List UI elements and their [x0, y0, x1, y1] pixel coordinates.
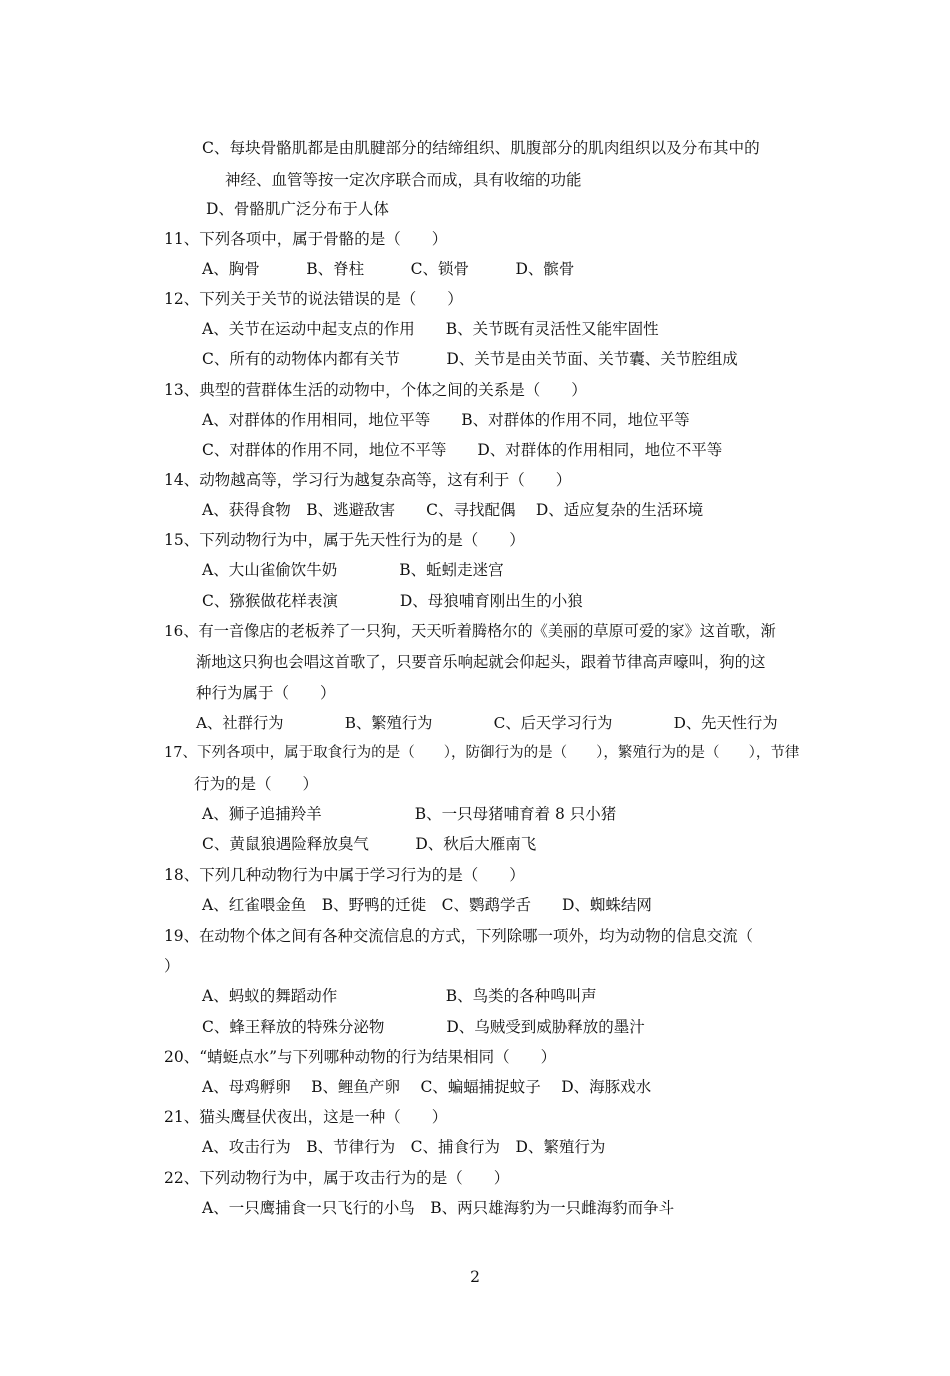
- question-16-line3: 种行为属于（ ）: [196, 684, 336, 702]
- option-10d: D、骨骼肌广泛分布于人体: [206, 200, 389, 218]
- options-19-cd: C、蜂王释放的特殊分泌物 D、乌贼受到威胁释放的墨汁: [202, 1018, 645, 1036]
- options-17-cd: C、黄鼠狼遇险释放臭气 D、秋后大雁南飞: [202, 835, 537, 853]
- page-number: 2: [470, 1268, 480, 1286]
- question-20: 20、“蜻蜓点水”与下列哪种动物的行为结果相同（ ）: [164, 1048, 557, 1066]
- options-14: A、获得食物 B、逃避敌害 C、寻找配偶 D、适应复杂的生活环境: [202, 501, 704, 519]
- options-21: A、攻击行为 B、节律行为 C、捕食行为 D、繁殖行为: [202, 1138, 606, 1156]
- options-16: A、社群行为 B、繁殖行为 C、后天学习行为 D、先天性行为: [196, 714, 778, 732]
- options-15-cd: C、猕猴做花样表演 D、母狼哺育刚出生的小狼: [202, 592, 583, 610]
- options-13-cd: C、对群体的作用不同，地位不平等 D、对群体的作用相同，地位不平等: [202, 441, 723, 459]
- question-18: 18、下列几种动物行为中属于学习行为的是（ ）: [164, 866, 525, 884]
- question-15: 15、下列动物行为中，属于先天性行为的是（ ）: [164, 531, 525, 549]
- question-21: 21、猫头鹰昼伏夜出，这是一种（ ）: [164, 1108, 448, 1126]
- question-12: 12、下列关于关节的说法错误的是（ ）: [164, 290, 463, 308]
- options-19-ab: A、蚂蚁的舞蹈动作 B、鸟类的各种鸣叫声: [202, 987, 597, 1005]
- question-17-line2: 行为的是（ ）: [194, 775, 319, 793]
- option-10c-line1: C、每块骨骼肌都是由肌腱部分的结缔组织、肌腹部分的肌肉组织以及分布其中的: [202, 139, 760, 157]
- options-18: A、红雀喂金鱼 B、野鸭的迁徙 C、鹦鹉学舌 D、蜘蛛结网: [202, 896, 652, 914]
- options-15-ab: A、大山雀偷饮牛奶 B、蚯蚓走迷宫: [202, 561, 504, 579]
- question-16-line1: 16、有一音像店的老板养了一只狗，天天听着腾格尔的《美丽的草原可爱的家》这首歌，渐: [164, 622, 776, 640]
- options-12-cd: C、所有的动物体内都有关节 D、关节是由关节面、关节囊、关节腔组成: [202, 350, 738, 368]
- options-17-ab: A、狮子追捕羚羊 B、一只母猪哺育着 8 只小猪: [202, 805, 617, 823]
- question-19-line1: 19、在动物个体之间有各种交流信息的方式，下列除哪一项外，均为动物的信息交流（: [164, 927, 754, 945]
- question-13: 13、典型的营群体生活的动物中，个体之间的关系是（ ）: [164, 381, 587, 399]
- options-13-ab: A、对群体的作用相同，地位平等 B、对群体的作用不同，地位平等: [202, 411, 690, 429]
- question-22: 22、下列动物行为中，属于攻击行为的是（ ）: [164, 1169, 510, 1187]
- options-20: A、母鸡孵卵 B、鲤鱼产卵 C、蝙蝠捕捉蚊子 D、海豚戏水: [202, 1078, 652, 1096]
- question-11: 11、下列各项中，属于骨骼的是（ ）: [164, 230, 448, 248]
- options-11: A、胸骨 B、脊柱 C、锁骨 D、髌骨: [202, 260, 575, 278]
- question-19-line2: ）: [164, 957, 180, 975]
- options-12-ab: A、关节在运动中起支点的作用 B、关节既有灵活性又能牢固性: [202, 320, 659, 338]
- question-17-line1: 17、下列各项中，属于取食行为的是（ ），防御行为的是（ ），繁殖行为的是（ ），节律: [164, 745, 800, 761]
- option-10c-line2: 神经、血管等按一定次序联合而成，具有收缩的功能: [225, 171, 582, 189]
- question-16-line2: 渐地这只狗也会唱这首歌了，只要音乐响起就会仰起头，跟着节律高声嚎叫，狗的这: [196, 653, 766, 671]
- options-22: A、一只鹰捕食一只飞行的小鸟 B、两只雄海豹为一只雌海豹而争斗: [202, 1199, 675, 1217]
- question-14: 14、动物越高等，学习行为越复杂高等，这有利于（ ）: [164, 471, 572, 489]
